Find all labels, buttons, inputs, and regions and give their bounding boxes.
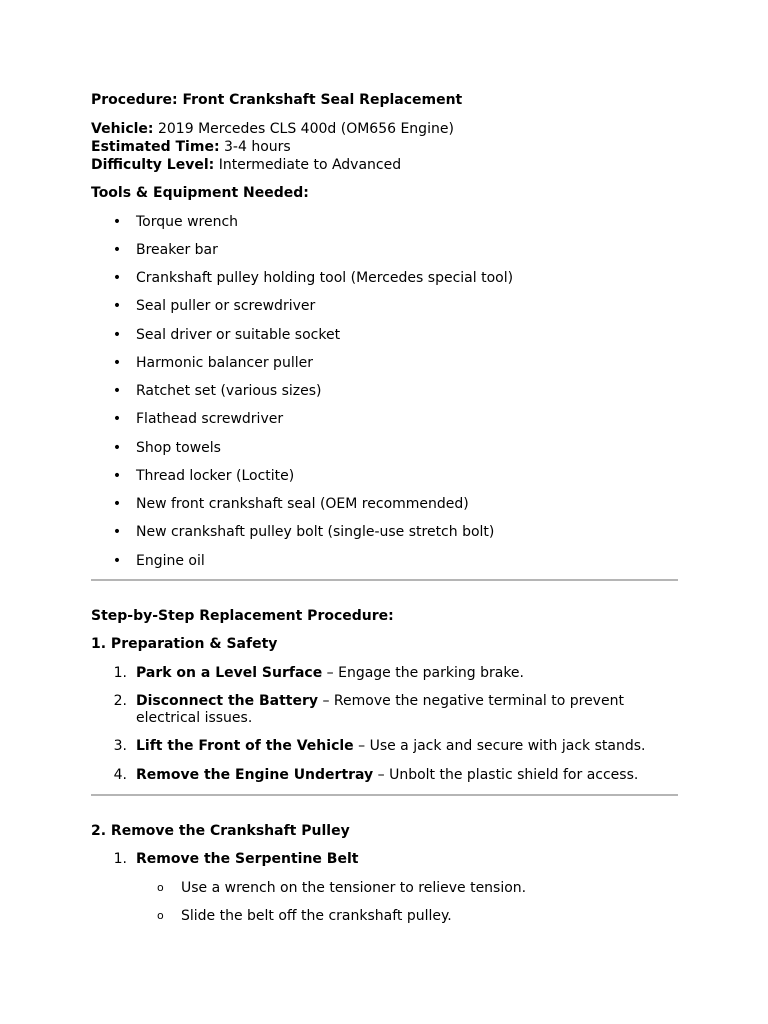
item-number: 3.: [113, 738, 127, 754]
section1-heading: 1. Preparation & Safety: [91, 636, 278, 652]
tool-label: Harmonic balancer puller: [136, 355, 313, 371]
bullet-icon: •: [112, 440, 122, 456]
tool-label: New crankshaft pulley bolt (single-use stretch bolt): [136, 524, 495, 540]
divider: [91, 579, 678, 581]
step-detail: – Unbolt the plastic shield for access.: [373, 767, 639, 783]
difficulty-label: Difficulty Level:: [91, 157, 215, 173]
bullet-icon: •: [112, 355, 122, 371]
item-number: 2.: [113, 693, 127, 709]
time-value: 3-4 hours: [224, 139, 291, 155]
tool-label: New front crankshaft seal (OEM recommended): [136, 496, 469, 512]
sub-step-text: Slide the belt off the crankshaft pulley.: [181, 908, 452, 924]
vehicle-label: Vehicle:: [91, 121, 154, 137]
tool-label: Breaker bar: [136, 242, 218, 258]
bullet-icon: •: [112, 411, 122, 427]
tool-label: Engine oil: [136, 553, 205, 569]
item-number: 1.: [113, 851, 127, 867]
document-title: Procedure: Front Crankshaft Seal Replacement: [91, 92, 463, 108]
sub-step-text: Use a wrench on the tensioner to relieve tension.: [181, 880, 527, 896]
section2-heading: 2. Remove the Crankshaft Pulley: [91, 823, 350, 839]
bullet-icon: •: [112, 214, 122, 230]
step-title: Remove the Engine Undertray: [136, 767, 374, 783]
difficulty-line: [91, 156, 401, 174]
step-detail: – Remove the negative terminal to prevent: [318, 693, 624, 709]
item-number: 1.: [113, 665, 127, 681]
bullet-icon: •: [112, 496, 122, 512]
tool-label: Seal puller or screwdriver: [136, 298, 316, 314]
bullet-icon: •: [112, 298, 122, 314]
bullet-icon: •: [112, 383, 122, 399]
tool-label: Thread locker (Loctite): [136, 468, 295, 484]
tool-label: Crankshaft pulley holding tool (Mercedes special tool): [136, 270, 514, 286]
bullet-icon: •: [112, 327, 122, 343]
step-title: Disconnect the Battery: [136, 693, 319, 709]
tool-label: Ratchet set (various sizes): [136, 383, 322, 399]
step-title: Remove the Serpentine Belt: [136, 851, 359, 867]
tool-label: Seal driver or suitable socket: [136, 327, 341, 343]
tool-label: Flathead screwdriver: [136, 411, 284, 427]
time-line: [91, 138, 291, 156]
circle-bullet-icon: o: [157, 881, 164, 894]
tool-label: Shop towels: [136, 440, 221, 456]
step-detail: electrical issues.: [136, 710, 253, 726]
vehicle-value: 2019 Mercedes CLS 400d (OM656 Engine): [157, 121, 454, 137]
bullet-icon: •: [112, 553, 122, 569]
item-number: 4.: [113, 767, 127, 783]
step-detail: – Use a jack and secure with jack stands.: [353, 738, 646, 754]
time-label: Estimated Time:: [91, 139, 220, 155]
bullet-icon: •: [112, 242, 122, 258]
bullet-icon: •: [112, 468, 122, 484]
tools-heading: Tools & Equipment Needed:: [91, 185, 309, 201]
step-detail: – Engage the parking brake.: [322, 665, 524, 681]
steps-heading: Step-by-Step Replacement Procedure:: [91, 608, 394, 624]
circle-bullet-icon: o: [157, 909, 164, 922]
vehicle-line: [91, 120, 454, 138]
tool-label: Torque wrench: [136, 214, 239, 230]
step-title: Lift the Front of the Vehicle: [136, 738, 354, 754]
divider: [91, 794, 678, 796]
bullet-icon: •: [112, 270, 122, 286]
step-title: Park on a Level Surface: [136, 665, 323, 681]
difficulty-value: Intermediate to Advanced: [218, 157, 402, 173]
bullet-icon: •: [112, 524, 122, 540]
